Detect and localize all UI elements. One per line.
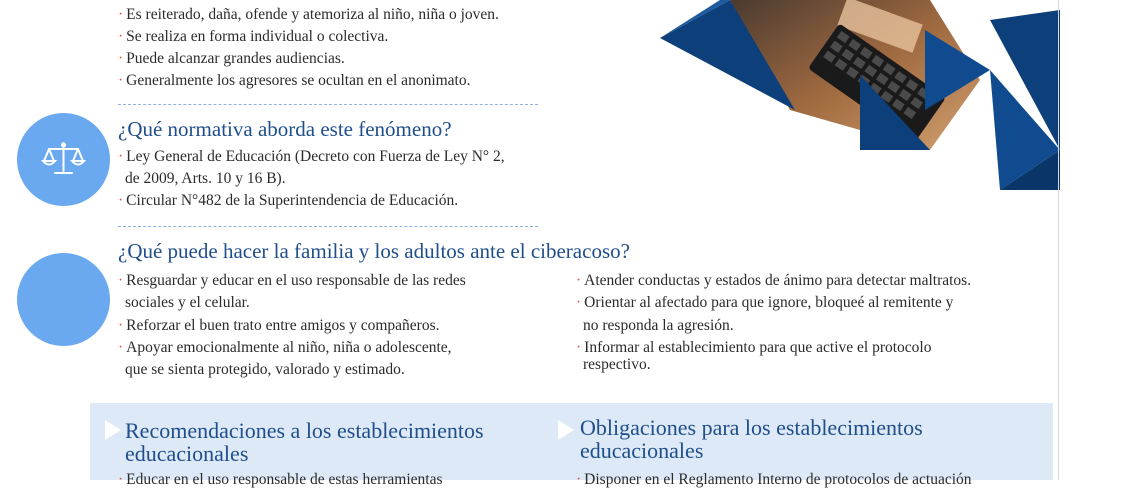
panel-title-left: Recomendaciones a los establecimientos educacionales [125,418,484,466]
familia-left-item: · Reforzar el buen trato entre amigos y compañeros. [118,317,440,334]
section-title: ¿Qué normativa aborda este fenómeno? [118,117,452,141]
familia-left-item: · Resguardar y educar en el uso responsable de las redes [118,272,466,289]
intro-bullet: · Puede alcanzar grandes audiencias. [118,50,345,67]
section-circle [17,253,110,346]
section-title: ¿Qué puede hacer la familia y los adultos ante el ciberacoso? [118,239,630,263]
panel-title-right: Obligaciones para los establecimientos educacionales [580,415,923,463]
normativa-item: · Ley General de Educación (Decreto con Fuerza de Ley N° 2, [118,148,505,165]
familia-right-item: · Atender conductas y estados de ánimo para detectar maltratos. [576,272,972,289]
familia-right-item: · Informar al establecimiento para que active el protocolo [576,339,932,356]
familia-right-item: no responda la agresión. [583,317,734,334]
intro-bullet: · Generalmente los agresores se ocultan en el anonimato. [118,72,471,89]
familia-right-item: · Orientar al afectado para que ignore, bloqueé al remitente y [576,294,954,311]
familia-left-item: que se sienta protegido, valorado y estimado. [125,361,405,378]
triangle-bullet-icon [558,420,574,440]
photo-mosaic [660,0,1060,200]
familia-right-item: respectivo. [583,356,651,373]
familia-left-item: sociales y el celular. [125,294,250,311]
triangle-bullet-icon [105,420,121,440]
panel-right-item: · Disponer en el Reglamento Interno de protocolos de actuación [576,471,972,488]
familia-left-item: · Apoyar emocionalmente al niño, niña o adolescente, [118,339,452,356]
normativa-item: · Circular N°482 de la Superintendencia de Educación. [118,192,459,209]
divider [118,226,538,227]
intro-bullet: · Es reiterado, daña, ofende y atemoriza al niño, niña o joven. [118,6,499,23]
page-edge [1058,0,1059,480]
divider [118,104,538,105]
normativa-item: de 2009, Arts. 10 y 16 B). [125,170,286,187]
panel-left-item: · Educar en el uso responsable de estas herramientas [118,471,443,488]
scale-of-justice-icon [17,113,110,206]
section-circle [17,113,110,206]
intro-bullet: · Se realiza en forma individual o colectiva. [118,28,389,45]
